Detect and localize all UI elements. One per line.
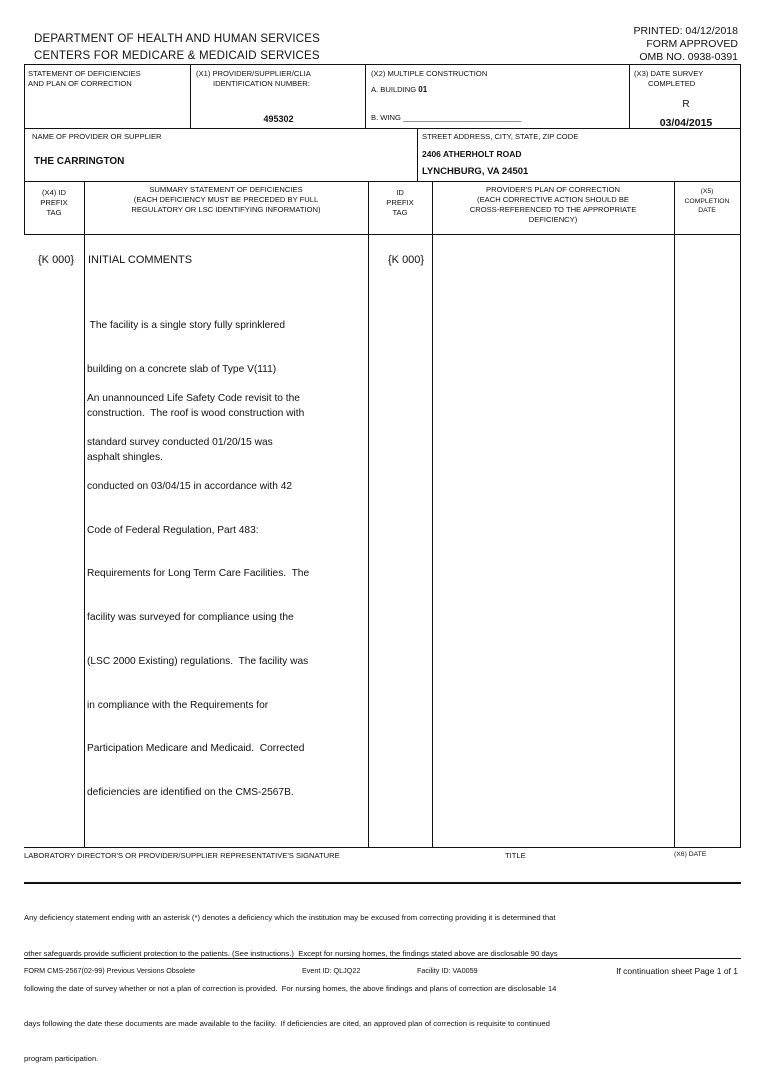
statement-label: STATEMENT OF DEFICIENCIES AND PLAN OF CORRECTION xyxy=(28,69,141,88)
divider xyxy=(24,234,741,235)
building-field: A. BUILDING 01 xyxy=(371,85,428,94)
disclaimer-text: Any deficiency statement ending with an asterisk (*) denotes a deficiency which the institution may be excused from correcting providing it is determined that other safeguards provide sufficient protection to the patients. (See instructions.) Except for nursing homes, the findings stated above are disclosable 90 days following the date of survey whether or not a plan of correction is provided. For nursing homes, the above findings and plans of correction are disclosable 14 days following the date these documents are made available to the facility. If deficiencies are cited, an approved plan of correction is requisite to continued program participation. xyxy=(24,913,558,1063)
form-number: FORM CMS-2567(02-99) Previous Versions Obsolete xyxy=(24,966,195,975)
divider xyxy=(365,64,366,128)
address-city: LYNCHBURG, VA 24501 xyxy=(422,166,529,177)
divider xyxy=(190,64,191,128)
column-line xyxy=(84,181,85,847)
wing-field: B. WING ____________________________ xyxy=(371,113,522,122)
survey-completed-label: (X3) DATE SURVEY COMPLETED xyxy=(634,69,704,88)
plan-header: PROVIDER'S PLAN OF CORRECTION (EACH CORRECTIVE ACTION SHOULD BE CROSS-REFERENCED TO THE APPROPRIATE DEFICIENCY) xyxy=(469,185,637,224)
right-border xyxy=(740,64,741,234)
divider xyxy=(24,847,741,848)
survey-code: R xyxy=(682,99,690,110)
divider xyxy=(24,882,741,884)
title-label: TITLE xyxy=(505,851,526,860)
provider-name: THE CARRINGTON xyxy=(34,156,125,167)
entry-paragraph-2: An unannounced Life Safety Code revisit to the standard survey conducted 01/20/15 was conducted on 03/04/15 in accordance with 42 Code of Federal Regulation, Part 483: Requirements for Long Term Care Facilities. The facility was surveyed for compliance using the (LSC 2000 Existing) regulations. The facility was in compliance with the Requirements for Participation Medicare and Medicaid. Corrected deficiencies are identified on the CMS-2567B. xyxy=(87,393,310,799)
summary-header: SUMMARY STATEMENT OF DEFICIENCIES (EACH DEFICIENCY MUST BE PRECEDED BY FULL REGULATORY OR LSC IDENTIFYING INFORMATION) xyxy=(131,185,321,214)
address-street: 2406 ATHERHOLT ROAD xyxy=(422,149,522,159)
facility-id: Facility ID: VA0059 xyxy=(417,966,478,975)
column-line xyxy=(674,181,675,847)
event-id: Event ID: QLJQ22 xyxy=(302,966,361,975)
provider-id-value: 495302 xyxy=(263,114,294,124)
x4-header: (X4) ID PREFIX TAG xyxy=(40,188,68,217)
tag-left: {K 000} xyxy=(38,254,75,266)
divider xyxy=(24,181,741,182)
divider xyxy=(417,128,418,181)
date-label: (X6) DATE xyxy=(674,851,707,858)
omb-number: OMB NO. 0938-0391 xyxy=(639,51,738,63)
entry-paragraph-1: The facility is a single story fully sprinklered building on a concrete slab of Type V(111) construction. The roof is wood construction with asphalt shingles. xyxy=(87,320,305,463)
id-prefix-header: ID PREFIX TAG xyxy=(386,188,414,217)
column-line xyxy=(368,181,369,847)
printed-date: PRINTED: 04/12/2018 xyxy=(633,25,738,37)
completion-header: (X5) COMPLETION DATE xyxy=(684,188,730,214)
divider xyxy=(24,958,741,959)
column-line xyxy=(740,234,741,847)
agency-title: CENTERS FOR MEDICARE & MEDICAID SERVICES xyxy=(34,50,320,62)
address-label: STREET ADDRESS, CITY, STATE, ZIP CODE xyxy=(422,132,579,141)
multiple-construction-label: (X2) MULTIPLE CONSTRUCTION xyxy=(371,69,488,78)
top-border xyxy=(24,64,741,65)
provider-name-label: NAME OF PROVIDER OR SUPPLIER xyxy=(32,132,162,141)
form-approved: FORM APPROVED xyxy=(646,38,738,50)
tag-right: {K 000} xyxy=(388,254,425,266)
provider-id-label: (X1) PROVIDER/SUPPLIER/CLIA IDENTIFICATION NUMBER: xyxy=(196,69,311,88)
divider xyxy=(629,64,630,128)
continuation-sheet: If continuation sheet Page 1 of 1 xyxy=(616,966,738,976)
department-title: DEPARTMENT OF HEALTH AND HUMAN SERVICES xyxy=(34,33,320,45)
survey-date: 03/04/2015 xyxy=(659,117,713,129)
column-line xyxy=(432,181,433,847)
signature-label: LABORATORY DIRECTOR'S OR PROVIDER/SUPPLIER REPRESENTATIVE'S SIGNATURE xyxy=(24,851,340,860)
entry-heading: INITIAL COMMENTS xyxy=(88,254,193,266)
